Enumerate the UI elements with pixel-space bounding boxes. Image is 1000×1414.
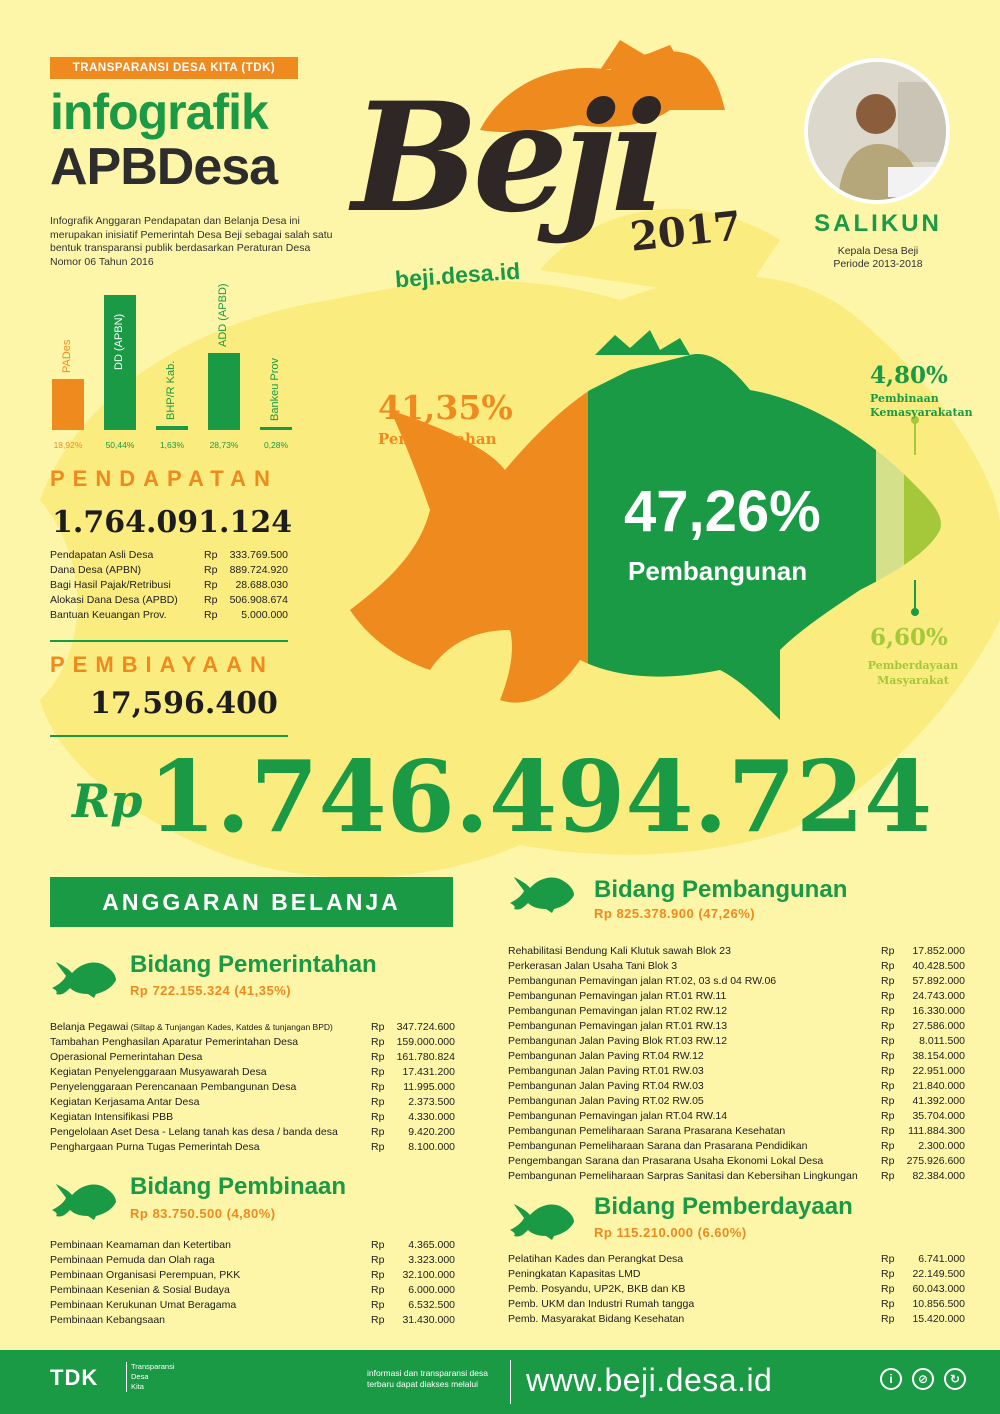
table-row	[508, 1004, 965, 1019]
item-amount: 16.330.000	[912, 1005, 965, 1017]
item-amount: 6.741.000	[918, 1253, 965, 1265]
item-currency: Rp	[881, 1253, 895, 1265]
pemerintahan-pct: 41,35%	[378, 388, 513, 427]
item-amount: 21.840.000	[912, 1080, 965, 1092]
item-currency: Rp	[881, 975, 895, 987]
item-currency: Rp	[881, 1020, 895, 1032]
intro-text: Infografik Anggaran Pendapatan dan Belanja Desa ini merupakan inisiatif Pemerintah Desa Beji sebagai salah satu bentuk transparansi publik berdasarkan Peraturan Desa Nomor 06 Tahun 2016	[50, 215, 333, 268]
item-name	[508, 944, 881, 959]
year: 2017	[627, 202, 744, 261]
item-name-text: Pembinaan Keamaman dan Ketertiban	[50, 1239, 231, 1251]
item-name-text: Pembinaan Kebangsaan	[50, 1314, 166, 1326]
item-amount: 17.852.000	[912, 945, 965, 957]
item-note: (Siltap & Tunjangan Kades, Katdes & tunjangan BPD)	[128, 1022, 333, 1032]
item-currency: Rp	[371, 1021, 385, 1033]
item-amount: 10.856.500	[912, 1298, 965, 1310]
table-row	[50, 563, 288, 578]
item-amount: 2.373.500	[408, 1096, 455, 1108]
table-row	[508, 974, 965, 989]
item-currency: Rp	[881, 1155, 895, 1167]
bar-category-label: PADes	[61, 339, 73, 374]
bidang-pembinaan-title: Bidang Pembinaan	[130, 1173, 347, 1200]
pembangunan-table	[508, 944, 965, 1184]
item-name-text: Pelatihan Kades dan Perangkat Desa	[508, 1253, 684, 1265]
item-amount: 2.300.000	[918, 1140, 965, 1152]
item-name-text: Pembinaan Kerukunan Umat Beragama	[50, 1299, 237, 1311]
item-name-text: Pembangunan Pemeliharaan Sarana dan Prasarana Pendidikan	[508, 1140, 808, 1152]
item-amount: 5.000.000	[241, 609, 288, 621]
item-name-text: Pembangunan Jalan Paving Blok RT.03 RW.12	[508, 1035, 728, 1047]
income-bar-chart	[0, 0, 300, 460]
pendapatan-table	[50, 548, 288, 623]
item-name	[50, 548, 204, 563]
item-name	[508, 1049, 881, 1064]
item-amount: 6.532.500	[408, 1299, 455, 1311]
item-name-text: Penghargaan Purna Tugas Pemerintah Desa	[50, 1141, 260, 1153]
item-currency: Rp	[371, 1111, 385, 1123]
item-name-text: Pembangunan Pemavingan jalan RT.02, 03 s.d 04 RW.06	[508, 975, 777, 987]
item-currency: Rp	[881, 1313, 895, 1325]
item-name	[508, 1154, 881, 1169]
village-head-name: SALIKUN	[814, 210, 942, 237]
item-name	[50, 1065, 371, 1080]
table-row	[508, 959, 965, 974]
bar	[260, 427, 292, 430]
item-currency: Rp	[371, 1126, 385, 1138]
footer-logo: TDK	[50, 1365, 99, 1390]
info-icon: i	[880, 1368, 902, 1390]
label-line: Pembinaan	[870, 392, 939, 405]
item-amount: 22.149.500	[912, 1268, 965, 1280]
item-name	[508, 1064, 881, 1079]
pembinaan-pct: 4,80%	[870, 362, 948, 389]
footer-logo-full	[126, 1362, 175, 1392]
item-currency: Rp	[371, 1096, 385, 1108]
item-amount: 111.884.300	[908, 1125, 965, 1137]
item-name	[50, 1140, 371, 1155]
pembangunan-label: Pembangunan	[628, 556, 808, 586]
item-name	[50, 1268, 371, 1283]
table-row	[50, 1298, 455, 1313]
grand-total	[72, 740, 932, 855]
item-name-text: Perkerasan Jalan Usaha Tani Blok 3	[508, 960, 678, 972]
table-row	[50, 1268, 455, 1283]
item-name	[508, 1282, 881, 1297]
item-name-text: Kegiatan Intensifikasi PBB	[50, 1111, 174, 1123]
item-name-text: Pemb. Posyandu, UP2K, BKB dan KB	[508, 1283, 686, 1295]
fish-dorsal-fin	[595, 330, 690, 355]
table-row	[50, 1253, 455, 1268]
table-row	[50, 548, 288, 563]
item-amount: 28.688.030	[235, 579, 288, 591]
item-currency: Rp	[371, 1036, 385, 1048]
table-row	[50, 1095, 455, 1110]
item-name	[508, 1267, 881, 1282]
bar	[208, 353, 240, 430]
item-name	[508, 1034, 881, 1049]
pemberdayaan-pct: 6,60%	[870, 624, 948, 651]
table-row	[508, 1282, 965, 1297]
item-amount: 82.384.000	[912, 1170, 965, 1182]
bar-value-label: 1,63%	[159, 440, 185, 450]
item-name-text: Peningkatan Kapasitas LMD	[508, 1268, 641, 1280]
bar-category-label: ADD (APBD)	[217, 283, 229, 348]
item-amount: 15.420.000	[912, 1313, 965, 1325]
pemerintahan-label: Pemerintahan	[378, 430, 497, 448]
item-name	[508, 1094, 881, 1109]
item-name-text: Operasional Pemerintahan Desa	[50, 1051, 203, 1063]
item-currency: Rp	[204, 564, 218, 576]
item-name-text: Kegiatan Penyelenggaraan Musyawarah Desa	[50, 1066, 267, 1078]
item-amount: 57.892.000	[912, 975, 965, 987]
logo-line: Transparansi	[131, 1362, 175, 1371]
note-line: terbaru dapat diakses melalui	[367, 1379, 479, 1389]
village-head-role	[800, 245, 956, 271]
item-currency: Rp	[881, 990, 895, 1002]
item-currency: Rp	[371, 1269, 385, 1281]
table-row	[50, 1035, 455, 1050]
item-amount: 32.100.000	[402, 1269, 455, 1281]
footer-site-link[interactable]: www.beji.desa.id	[526, 1362, 773, 1398]
item-currency: Rp	[371, 1314, 385, 1326]
table-row	[508, 1124, 965, 1139]
bidang-pembinaan-sub: Rp 83.750.500 (4,80%)	[130, 1206, 276, 1221]
bar-value-label: 0,28%	[263, 440, 289, 450]
table-row	[50, 1050, 455, 1065]
item-name	[508, 1109, 881, 1124]
item-name-text: Pembangunan Jalan Paving RT.02 RW.05	[508, 1095, 704, 1107]
item-name	[50, 1110, 371, 1125]
item-currency: Rp	[204, 549, 218, 561]
item-name-text: Pembangunan Pemeliharaan Sarana Prasarana Kesehatan	[508, 1125, 786, 1137]
item-currency: Rp	[881, 960, 895, 972]
item-name	[50, 563, 204, 578]
item-currency: Rp	[881, 1050, 895, 1062]
refresh-icon: ↻	[944, 1368, 966, 1390]
item-amount: 275.926.600	[906, 1155, 965, 1167]
item-amount: 4.365.000	[408, 1239, 455, 1251]
fish-icon	[508, 1200, 576, 1240]
item-currency: Rp	[371, 1284, 385, 1296]
item-name	[50, 1125, 371, 1140]
item-currency: Rp	[204, 579, 218, 591]
item-name	[50, 578, 204, 593]
footer-divider	[510, 1360, 511, 1404]
item-name-text: Pembangunan Pemeliharaan Sarpras Sanitasi dan Kebersihan Lingkungan	[508, 1170, 858, 1182]
item-name-text: Pemb. Masyarakat Bidang Kesehatan	[508, 1313, 685, 1325]
pembinaan-label	[870, 392, 973, 420]
item-currency: Rp	[881, 1140, 895, 1152]
table-row	[508, 989, 965, 1004]
item-name-text: Penyelenggaraan Perencanaan Pembangunan Desa	[50, 1081, 297, 1093]
bar-value-label: 28,73%	[209, 440, 239, 450]
bidang-pemerintahan-title: Bidang Pemerintahan	[130, 951, 377, 978]
item-name-text: Pembinaan Kesenian & Sosial Budaya	[50, 1284, 230, 1296]
table-row	[508, 1312, 965, 1327]
table-row	[508, 1094, 965, 1109]
bar	[52, 379, 84, 430]
item-name	[50, 1080, 371, 1095]
item-amount: 22.951.000	[912, 1065, 965, 1077]
item-amount: 17.431.200	[402, 1066, 455, 1078]
item-name-text: Pembangunan Pemavingan jalan RT.04 RW.14	[508, 1110, 728, 1122]
item-name-text: Pembangunan Pemavingan jalan RT.02 RW.12	[508, 1005, 728, 1017]
item-amount: 27.586.000	[912, 1020, 965, 1032]
item-name-text: Pembinaan Pemuda dan Olah raga	[50, 1254, 215, 1266]
pointer-dot	[911, 608, 919, 616]
item-currency: Rp	[881, 1110, 895, 1122]
item-name-text: Kegiatan Kerjasama Antar Desa	[50, 1096, 200, 1108]
table-row	[508, 944, 965, 959]
item-amount: 506.908.674	[229, 594, 288, 606]
item-amount: 159.000.000	[396, 1036, 455, 1048]
item-currency: Rp	[371, 1081, 385, 1093]
item-name	[50, 1020, 371, 1035]
item-name-text: Dana Desa (APBN)	[50, 564, 142, 576]
logo-line: Desa	[131, 1372, 149, 1381]
fish-icon	[508, 873, 576, 913]
table-row	[508, 1109, 965, 1124]
table-row	[50, 1283, 455, 1298]
item-amount: 60.043.000	[912, 1283, 965, 1295]
item-name-text: Pembangunan Pemavingan jalan RT.01 RW.11	[508, 990, 727, 1002]
item-amount: 3.323.000	[408, 1254, 455, 1266]
table-row	[50, 593, 288, 608]
item-currency: Rp	[371, 1051, 385, 1063]
table-row	[508, 1297, 965, 1312]
bidang-pemerintahan-sub: Rp 722.155.324 (41,35%)	[130, 983, 292, 998]
bidang-pembangunan-title: Bidang Pembangunan	[594, 876, 848, 903]
item-currency: Rp	[881, 1268, 895, 1280]
pemberdayaan-table	[508, 1252, 965, 1327]
item-name	[50, 1238, 371, 1253]
site-link[interactable]: beji.desa.id	[394, 257, 521, 293]
item-currency: Rp	[881, 1035, 895, 1047]
divider	[50, 640, 288, 642]
item-name-text: Pembangunan Jalan Paving RT.04 RW.03	[508, 1080, 704, 1092]
table-row	[50, 1065, 455, 1080]
item-name	[508, 1312, 881, 1327]
item-name	[50, 1298, 371, 1313]
label-line: Kemasyarakatan	[870, 406, 973, 419]
bar-value-label: 18,92%	[53, 440, 83, 450]
item-name	[50, 1035, 371, 1050]
item-amount: 889.724.920	[229, 564, 288, 576]
item-name	[508, 989, 881, 1004]
bar-category-label: DD (APBN)	[113, 313, 125, 370]
table-row	[508, 1079, 965, 1094]
bidang-pemberdayaan-sub: Rp 115.210.000 (6.60%)	[594, 1225, 747, 1240]
table-row	[508, 1267, 965, 1282]
item-amount: 24.743.000	[912, 990, 965, 1002]
title-apbdesa: APBDesa	[50, 138, 278, 196]
item-currency: Rp	[371, 1066, 385, 1078]
item-amount: 11.995.000	[403, 1081, 455, 1093]
pemerintahan-table	[50, 1020, 455, 1155]
item-name-text: Tambahan Penghasilan Aparatur Pemerintahan Desa	[50, 1036, 299, 1048]
item-name-text: Pembangunan Jalan Paving RT.04 RW.12	[508, 1050, 704, 1062]
pembiayaan-heading: PEMBIAYAAN	[50, 652, 274, 677]
item-name-text: Pendapatan Asli Desa	[50, 549, 154, 561]
item-name-text: Rehabilitasi Bendung Kali Klutuk sawah Blok 23	[508, 945, 731, 957]
no-smoking-icon: ⊘	[912, 1368, 934, 1390]
bidang-pemberdayaan-title: Bidang Pemberdayaan	[594, 1193, 853, 1220]
item-currency: Rp	[371, 1141, 385, 1153]
item-name	[508, 1004, 881, 1019]
item-name	[508, 959, 881, 974]
item-name	[50, 1313, 371, 1328]
pemberdayaan-label	[866, 658, 960, 688]
item-amount: 347.724.600	[396, 1021, 455, 1033]
item-name	[508, 1139, 881, 1154]
item-name-text: Pengelolaan Aset Desa - Lelang tanah kas desa / banda desa	[50, 1126, 338, 1138]
fish-icon	[50, 958, 118, 998]
note-line: informasi dan transparansi desa	[367, 1368, 488, 1378]
item-name-text: Pembangunan Jalan Paving RT.01 RW.03	[508, 1065, 704, 1077]
item-amount: 6.000.000	[408, 1284, 455, 1296]
item-amount: 35.704.000	[912, 1110, 965, 1122]
village-head-photo	[804, 58, 950, 204]
item-amount: 8.100.000	[408, 1141, 455, 1153]
bar-category-label: BHP/R Kab.	[165, 360, 177, 420]
item-currency: Rp	[204, 609, 218, 621]
item-currency: Rp	[881, 1125, 895, 1137]
item-name	[50, 1283, 371, 1298]
item-name	[50, 593, 204, 608]
item-name	[50, 1253, 371, 1268]
item-amount: 40.428.500	[912, 960, 965, 972]
period-line: Periode 2013-2018	[833, 258, 923, 270]
pendapatan-heading: PENDAPATAN	[50, 466, 278, 491]
item-name	[508, 1079, 881, 1094]
fish-icon	[50, 1180, 118, 1220]
item-name	[50, 608, 204, 623]
pembiayaan-total: 17,596.400	[90, 686, 278, 721]
divider	[50, 735, 288, 737]
table-row	[50, 1140, 455, 1155]
footer-note	[367, 1368, 488, 1390]
grand-total-amount: 1.746.494.724	[147, 740, 933, 855]
table-row	[50, 1238, 455, 1253]
item-currency: Rp	[881, 945, 895, 957]
item-name	[508, 974, 881, 989]
item-name-text: Bagi Hasil Pajak/Retribusi	[50, 579, 171, 591]
item-name	[508, 1019, 881, 1034]
grand-total-currency: Rp	[72, 774, 143, 828]
item-name-text: Belanja Pegawai	[50, 1021, 129, 1033]
item-name-text: Pembangunan Pemavingan jalan RT.01 RW.13	[508, 1020, 728, 1032]
item-currency: Rp	[881, 1065, 895, 1077]
bar	[156, 426, 188, 430]
table-row	[508, 1064, 965, 1079]
item-currency: Rp	[371, 1299, 385, 1311]
beji-logo-word: Beji	[352, 70, 662, 246]
item-amount: 333.769.500	[229, 549, 288, 561]
table-row	[508, 1049, 965, 1064]
item-currency: Rp	[881, 1170, 895, 1182]
item-currency: Rp	[881, 1283, 895, 1295]
pendapatan-total: 1.764.091.124	[52, 505, 293, 540]
label-line: Masyarakat	[877, 674, 949, 687]
item-name	[50, 1050, 371, 1065]
item-amount: 9.420.200	[408, 1126, 455, 1138]
item-amount: 31.430.000	[402, 1314, 455, 1326]
item-currency: Rp	[881, 1005, 895, 1017]
table-row	[508, 1019, 965, 1034]
item-name	[508, 1124, 881, 1139]
item-name	[50, 1095, 371, 1110]
table-row	[50, 1110, 455, 1125]
item-amount: 161.780.824	[396, 1051, 455, 1063]
table-row	[508, 1252, 965, 1267]
item-name-text: Alokasi Dana Desa (APBD)	[50, 594, 178, 606]
logo-line: Kita	[131, 1382, 144, 1391]
item-currency: Rp	[881, 1298, 895, 1310]
item-name	[508, 1297, 881, 1312]
pembangunan-pct: 47,26%	[624, 479, 821, 544]
item-name	[508, 1252, 881, 1267]
bar-category-label: Bankeu Prov	[269, 358, 281, 421]
item-currency: Rp	[371, 1239, 385, 1251]
item-amount: 4.330.000	[408, 1111, 455, 1123]
pembinaan-table	[50, 1238, 455, 1328]
table-row	[50, 1020, 455, 1035]
item-currency: Rp	[371, 1254, 385, 1266]
table-row	[50, 1125, 455, 1140]
item-name-text: Pemb. UKM dan Industri Rumah tangga	[508, 1298, 695, 1310]
table-row	[508, 1034, 965, 1049]
item-name-text: Pengembangan Sarana dan Prasarana Usaha Ekonomi Lokal Desa	[508, 1155, 824, 1167]
anggaran-belanja-heading: ANGGARAN BELANJA	[50, 877, 453, 927]
table-row	[50, 1080, 455, 1095]
table-row	[50, 608, 288, 623]
item-currency: Rp	[881, 1095, 895, 1107]
table-row	[50, 578, 288, 593]
item-name	[508, 1169, 881, 1184]
title-infografik: infografik	[50, 84, 268, 140]
role-line: Kepala Desa Beji	[837, 245, 919, 257]
label-line: Pemberdayaan	[867, 659, 959, 672]
item-amount: 41.392.000	[912, 1095, 965, 1107]
tdk-tag: TRANSPARANSI DESA KITA (TDK)	[50, 57, 298, 79]
bidang-pembangunan-sub: Rp 825.378.900 (47,26%)	[594, 906, 756, 921]
item-currency: Rp	[881, 1080, 895, 1092]
table-row	[508, 1154, 965, 1169]
item-currency: Rp	[204, 594, 218, 606]
item-name-text: Pembinaan Organisasi Perempuan, PKK	[50, 1269, 241, 1281]
table-row	[508, 1139, 965, 1154]
item-amount: 8.011.500	[919, 1035, 965, 1047]
pointer-dot	[428, 566, 436, 574]
table-row	[508, 1169, 965, 1184]
item-name-text: Bantuan Keuangan Prov.	[50, 609, 167, 621]
bar-value-label: 50,44%	[105, 440, 135, 450]
item-amount: 38.154.000	[912, 1050, 965, 1062]
table-row	[50, 1313, 455, 1328]
